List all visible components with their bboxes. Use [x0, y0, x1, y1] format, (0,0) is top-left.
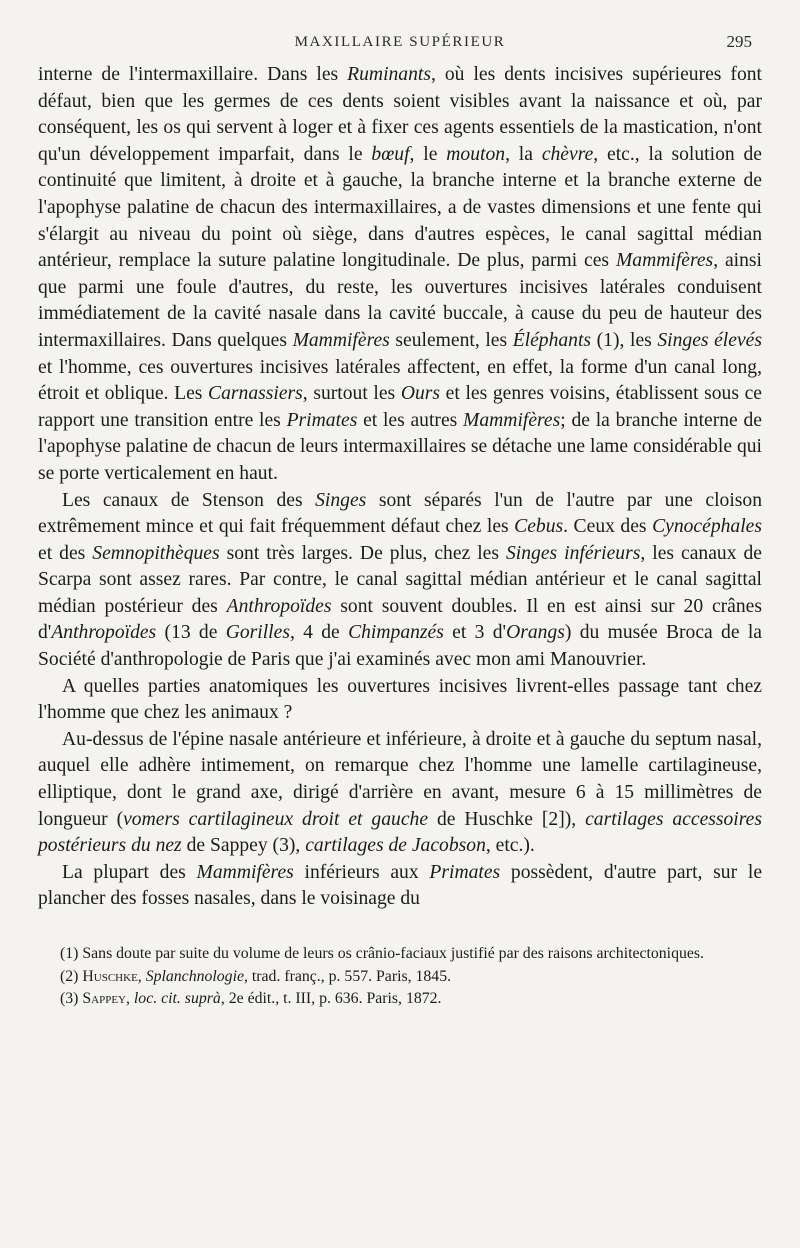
text-run: et les genres voisins, établissent sous ce rapport une transition entre les	[38, 383, 762, 431]
text-run: , les canaux de Scarpa sont assez rares. Par contre, le canal sagittal médian antérieur et le canal sagittal médian postérieur des	[38, 542, 763, 617]
page-number: 295	[726, 32, 752, 51]
text-run: ,	[137, 967, 146, 985]
text-run: , etc., la solution de continuité que limitent, à droite et à gauche, la branche interne et la branche externe de l'apophyse palatine de chacun des intermaxillaires, a de vastes dimensions et une fente qui s'élargit au niveau du point où siège, dans d'autres espèces, le canal sagittal médian antérieur, remplace la suture palatine longitudinale. De plus, parmi ces	[38, 143, 762, 272]
italic-term: Ruminants	[347, 64, 431, 85]
text-run: sont séparés l'un de l'autre par une cloison extrêmement mince et qui fait fréquemment défaut chez les	[38, 489, 762, 538]
text-run: ; de la branche interne de l'apophyse palatine de chacun de leurs intermaxillaires se détache une lame considérable qui se porte verticalement en haut.	[38, 409, 762, 484]
text-run: (1), les	[591, 329, 658, 351]
italic-term: Singes	[315, 489, 367, 511]
italic-term: chèvre	[541, 143, 594, 165]
text-run: de Huschke [2]),	[428, 808, 586, 830]
italic-term: Éléphants	[512, 329, 592, 351]
italic-term: Primates	[429, 861, 501, 883]
text-run: possèdent, d'autre part, sur le plancher des fosses nasales, dans le voisinage du	[38, 861, 763, 910]
footnote	[38, 943, 762, 966]
italic-term: Anthropoïdes	[226, 595, 332, 617]
italic-term: Chimpanzés	[348, 622, 444, 644]
text-run: , le	[409, 143, 447, 165]
running-header	[38, 28, 762, 62]
italic-term: vomers cartilagineux droit et gauche	[123, 808, 429, 830]
italic-term: loc. cit. suprà	[133, 990, 221, 1007]
text-run: , la	[505, 143, 542, 165]
text-run: , 4 de	[289, 622, 349, 644]
italic-term: Semnopithèques	[92, 542, 220, 564]
text-run: Les canaux de Stenson des	[62, 489, 316, 511]
italic-term: Splanchnologie	[145, 967, 244, 985]
italic-term: Cynocéphales	[652, 516, 762, 538]
italic-term: cartilages de Jacobson	[305, 835, 486, 857]
text-run: et 3 d'	[443, 622, 507, 644]
italic-term: Mammifères	[196, 861, 294, 883]
text-run: de Sappey (3),	[181, 835, 306, 857]
author-name: Sappey	[82, 990, 127, 1007]
text-run: inférieurs aux	[293, 861, 430, 883]
text-run: , etc.).	[485, 835, 535, 857]
footnote	[38, 988, 762, 1011]
text-run: , surtout les	[302, 383, 401, 405]
text-run: Au-dessus de l'épine nasale antérieure et inférieure, à droite et à gauche du septum nasal, auquel elle adhère intimement, on remarque chez l'homme une lamelle cartilagineuse, elliptique, dont le grand axe, dirigé d'arrière en avant, mesure 6 à 15 millimètres de longueur (	[38, 728, 762, 830]
text-run: (13 de	[156, 622, 226, 644]
text-run: , ainsi que parmi une foule d'autres, du reste, les ouvertures incisives latérales conduisent immédiatement de la cavité nasale dans la cavité buccale, à cause du peu de hauteur des intermaxillaires. Dans quelques	[38, 250, 762, 351]
italic-term: Mammifères	[292, 329, 390, 351]
text-run: interne de l'intermaxillaire. Dans les	[38, 64, 348, 85]
text-run: , trad. franç., p. 557. Paris, 1845.	[243, 967, 452, 985]
text-run: , où les dents incisives supérieures font défaut, bien que les germes de ces dents soient visibles avant la naissance et où, par conséquent, les os qui servent à loger et à fixer ces agents essentiels de la mastication, n'ont qu'un développement imparfait, dans le	[38, 64, 762, 165]
italic-term: cartilages accessoires postérieurs du nez	[38, 808, 762, 857]
text-run: . Ceux des	[563, 516, 653, 538]
footnote	[38, 966, 762, 989]
paragraph	[38, 674, 762, 727]
text-run: sont souvent doubles. Il en est ainsi sur 20 crânes d'	[38, 595, 762, 644]
text-run: (1) Sans doute par suite du volume de leurs os crânio-faciaux justifié par des raisons architectoniques.	[60, 945, 704, 962]
italic-term: Carnassiers	[208, 383, 303, 405]
paragraph	[38, 727, 762, 860]
italic-term: Mammifères	[463, 409, 561, 431]
author-name: Huschke	[82, 967, 138, 985]
italic-term: Anthropoïdes	[51, 622, 157, 644]
text-run: seulement, les	[389, 329, 513, 351]
italic-term: Mammifères	[615, 250, 714, 272]
text-run: ) du musée Broca de la Société d'anthropologie de Paris que j'ai examinés avec mon ami Manouvrier.	[38, 622, 762, 671]
text-run: et les autres	[357, 409, 464, 431]
text-run: sont très larges. De plus, chez les	[219, 542, 506, 564]
paragraph	[38, 62, 762, 488]
italic-term: Gorilles	[225, 622, 290, 644]
text-run: A quelles parties anatomiques les ouvertures incisives livrent-elles passage tant chez l'homme que chez les animaux ?	[38, 675, 762, 724]
italic-term: Cebus	[514, 516, 564, 538]
italic-term: Orangs	[506, 622, 565, 644]
footnotes	[38, 943, 762, 1011]
italic-term: mouton	[446, 143, 506, 165]
running-title: MAXILLAIRE SUPÉRIEUR	[294, 34, 506, 50]
text-run: La plupart des	[62, 861, 197, 883]
italic-term: Singes inférieurs	[506, 542, 641, 564]
paragraph	[38, 860, 762, 913]
text-run: ,	[126, 990, 134, 1007]
italic-term: Singes élevés	[657, 329, 762, 351]
text-run: (3)	[60, 990, 83, 1007]
text-run: et des	[38, 542, 93, 564]
italic-term: Primates	[286, 409, 358, 431]
text-run: et l'homme, ces ouvertures incisives latérales affectent, en effet, la forme d'un canal long, étroit et oblique. Les	[38, 356, 762, 405]
italic-term: bœuf	[371, 143, 410, 165]
text-run: , 2e édit., t. III, p. 636. Paris, 1872.	[220, 990, 442, 1007]
paragraph	[38, 488, 762, 674]
text-run: (2)	[60, 967, 83, 985]
italic-term: Ours	[400, 383, 441, 405]
body-text	[38, 62, 762, 913]
